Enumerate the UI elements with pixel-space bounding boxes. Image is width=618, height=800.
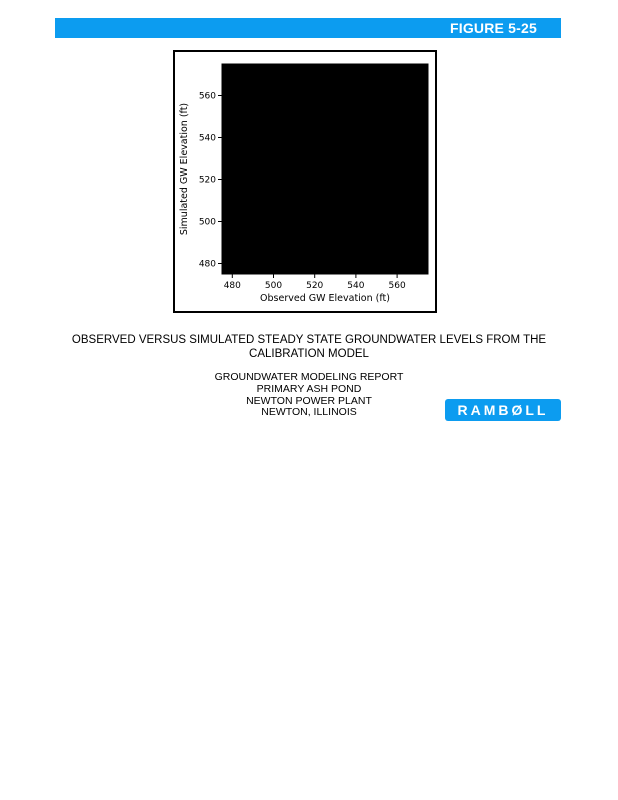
figure-caption bbox=[0, 333, 618, 361]
figure-label: FIGURE 5-25 bbox=[450, 20, 537, 36]
y-tick-label: 520 bbox=[198, 175, 216, 186]
report-plant: NEWTON POWER PLANT bbox=[246, 394, 372, 407]
x-tick-label: 520 bbox=[306, 281, 324, 291]
caption-line-2: CALIBRATION MODEL bbox=[249, 348, 369, 360]
report-title: GROUNDWATER MODELING REPORT bbox=[214, 371, 404, 383]
figure-frame bbox=[173, 50, 437, 313]
ramboll-logo bbox=[445, 399, 561, 421]
x-tick-label: 480 bbox=[223, 281, 241, 291]
logo-text: RAMBØLL bbox=[457, 402, 549, 418]
figure-banner bbox=[55, 18, 561, 38]
y-axis-label: Simulated GW Elevation (ft) bbox=[179, 102, 190, 236]
plot-area bbox=[222, 64, 428, 274]
y-tick-label: 540 bbox=[198, 133, 216, 144]
x-tick-label: 560 bbox=[388, 281, 406, 291]
caption-line-1: OBSERVED VERSUS SIMULATED STEADY STATE GROUNDWATER LEVELS FROM THE bbox=[71, 334, 547, 346]
y-tick-label: 500 bbox=[198, 217, 216, 228]
scatter-chart bbox=[175, 52, 435, 311]
y-tick-label: 560 bbox=[198, 91, 216, 102]
report-site: PRIMARY ASH POND bbox=[256, 382, 362, 395]
x-tick-label: 540 bbox=[347, 281, 365, 291]
x-axis-label: Observed GW Elevation (ft) bbox=[260, 293, 390, 304]
y-tick-label: 480 bbox=[198, 259, 216, 270]
x-tick-label: 500 bbox=[264, 281, 283, 291]
report-location: NEWTON, ILLINOIS bbox=[261, 406, 357, 419]
